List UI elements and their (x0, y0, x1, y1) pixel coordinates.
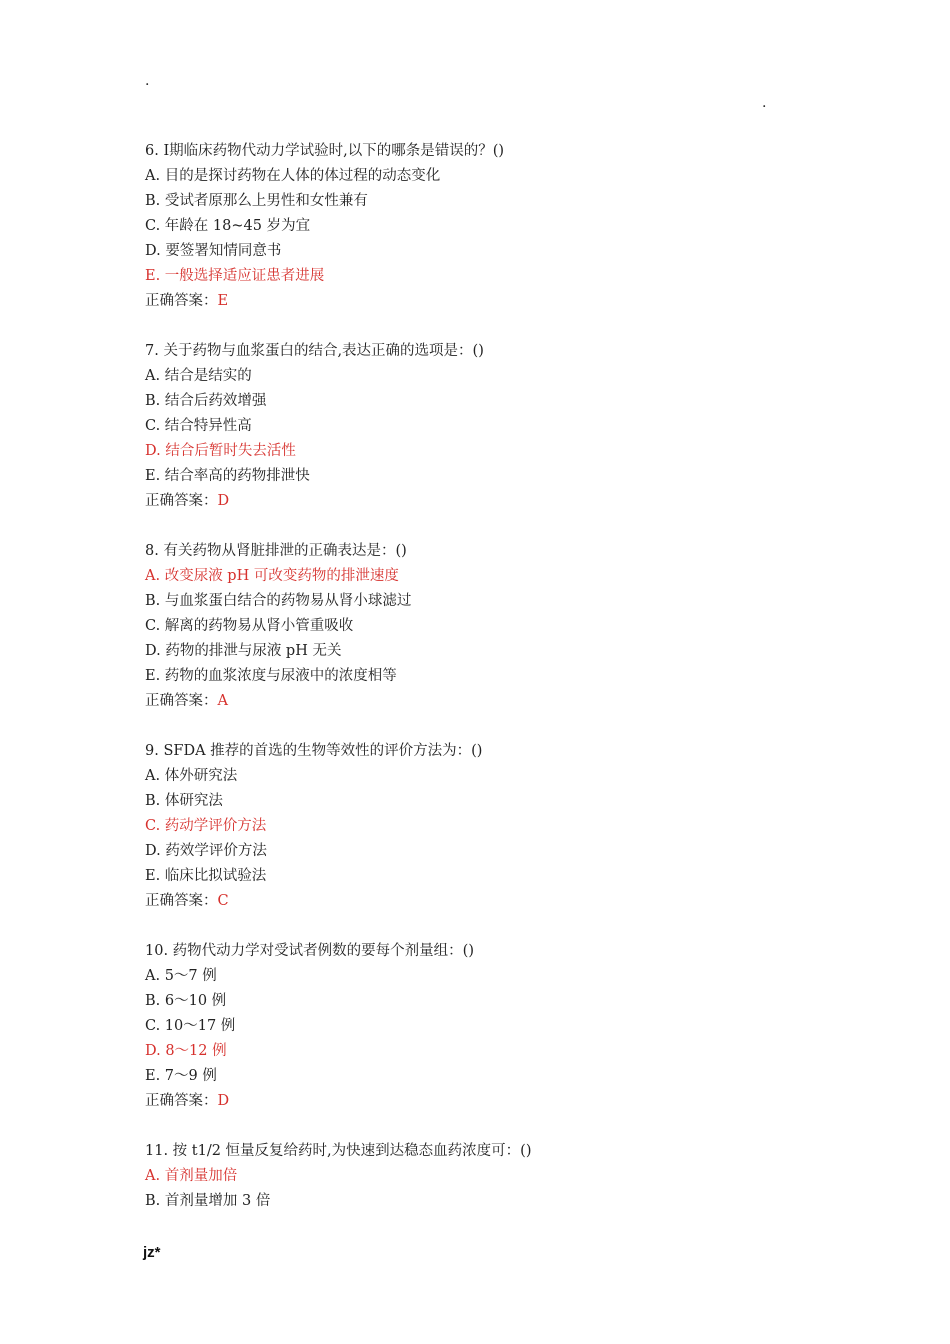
answer-line (145, 889, 845, 914)
option-correct: D. 结合后暂时失去活性 (145, 443, 296, 459)
option: A. 目的是探讨药物在人体的体过程的动态变化 (145, 168, 441, 184)
answer-value: A (217, 693, 228, 709)
answer-value: C (217, 893, 229, 909)
question-block (145, 1139, 845, 1214)
option: B. 与血浆蛋白结合的药物易从肾小球滤过 (145, 593, 412, 609)
answer-label: 正确答案： (145, 893, 218, 909)
option: B. 体研究法 (145, 793, 223, 809)
answer-label: 正确答案： (145, 1093, 218, 1109)
question-block (145, 539, 845, 714)
option-correct: A. 改变尿液 pH 可改变药物的排泄速度 (145, 568, 399, 584)
question-block (145, 939, 845, 1114)
question-stem: 11. 按 t1/2 恒量反复给药时,为快速到达稳态血药浓度可：() (145, 1143, 532, 1159)
question-stem: 10. 药物代动力学对受试者例数的要每个剂量组：() (145, 943, 474, 959)
answer-value: D (217, 1093, 230, 1109)
option: B. 结合后药效增强 (145, 393, 267, 409)
option: B. 6～10 例 (145, 993, 227, 1009)
answer-value: E (217, 293, 229, 309)
answer-line (145, 689, 845, 714)
option: C. 解离的药物易从肾小管重吸收 (145, 618, 354, 634)
option-correct: D. 8～12 例 (145, 1043, 227, 1059)
answer-label: 正确答案： (145, 293, 218, 309)
answer-label: 正确答案： (145, 693, 218, 709)
option: B. 首剂量增加 3 倍 (145, 1193, 271, 1209)
question-block (145, 339, 845, 514)
question-block (145, 139, 845, 314)
question-stem: 8. 有关药物从肾脏排泄的正确表达是：() (145, 543, 407, 559)
option: C. 年龄在 18~45 岁为宜 (145, 218, 311, 234)
option-correct: A. 首剂量加倍 (145, 1168, 238, 1184)
answer-line (145, 289, 845, 314)
option: A. 体外研究法 (145, 768, 238, 784)
question-stem: 7. 关于药物与血浆蛋白的结合,表达正确的选项是：() (145, 343, 484, 359)
answer-value: D (217, 493, 230, 509)
option-correct: C. 药动学评价方法 (145, 818, 267, 834)
question-stem: 6. Ⅰ期临床药物代动力学试验时,以下的哪条是错误的？() (145, 143, 505, 159)
option: E. 结合率高的药物排泄快 (145, 468, 310, 484)
option: C. 10～17 例 (145, 1018, 236, 1034)
option: A. 结合是结实的 (145, 368, 252, 384)
option-correct: E. 一般选择适应证患者进展 (145, 268, 325, 284)
option: D. 要签署知情同意书 (145, 243, 282, 259)
header-dot-left: . (145, 73, 150, 89)
option: E. 药物的血浆浓度与尿液中的浓度相等 (145, 668, 397, 684)
answer-label: 正确答案： (145, 493, 218, 509)
option: B. 受试者原那么上男性和女性兼有 (145, 193, 368, 209)
option: E. 临床比拟试验法 (145, 868, 267, 884)
option: E. 7～9 例 (145, 1068, 217, 1084)
question-stem: 9. SFDA 推荐的首选的生物等效性的评价方法为：() (145, 743, 483, 759)
page-footer: jz* (143, 1244, 161, 1261)
answer-line (145, 489, 845, 514)
option: A. 5～7 例 (145, 968, 217, 984)
header-dot-right: . (762, 95, 767, 111)
option: D. 药物的排泄与尿液 pH 无关 (145, 643, 342, 659)
option: D. 药效学评价方法 (145, 843, 267, 859)
option: C. 结合特异性高 (145, 418, 252, 434)
question-block (145, 739, 845, 914)
question-list (145, 139, 845, 1239)
answer-line (145, 1089, 845, 1114)
